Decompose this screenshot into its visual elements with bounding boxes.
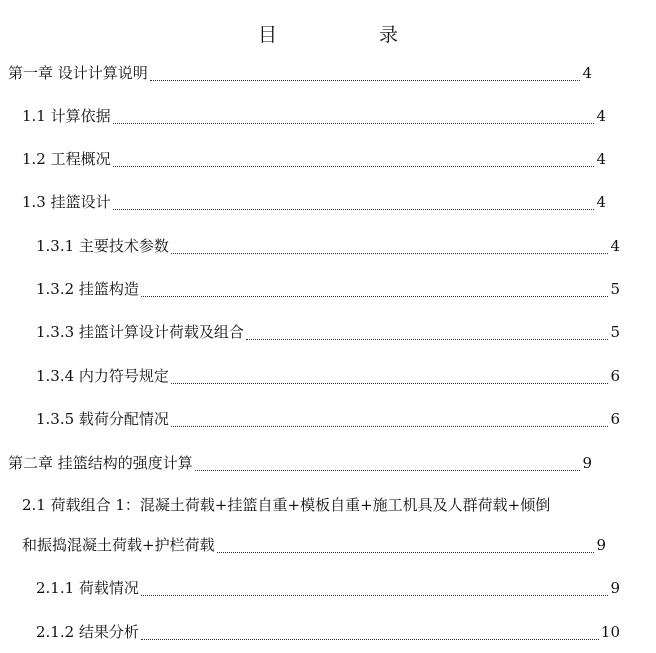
- toc-entry-1-3-1[interactable]: [0, 235, 620, 256]
- dot-leader: [113, 155, 595, 167]
- toc-entry-2-1-first-line[interactable]: 2.1 荷载组合 1：混凝土荷载+挂篮自重+模板自重+施工机具及人群荷载+倾倒: [22, 496, 551, 514]
- toc-entry-text: 第二章 挂篮结构的强度计算: [8, 454, 193, 472]
- toc-page-number: 5: [610, 323, 620, 341]
- dot-leader: [217, 541, 595, 553]
- toc-entry-2-1-1[interactable]: [0, 577, 620, 598]
- toc-entry-text: 1.3.2 挂篮构造: [36, 280, 139, 298]
- toc-entry-text: 1.1 计算依据: [22, 107, 111, 125]
- toc-entry-1-1[interactable]: [0, 105, 606, 126]
- toc-entry-chapter-2[interactable]: [0, 452, 592, 473]
- toc-page-number: 4: [582, 64, 592, 82]
- dot-leader: [195, 459, 581, 471]
- toc-page-number: 5: [610, 280, 620, 298]
- dot-leader: [141, 584, 609, 596]
- toc-page-number: 4: [596, 150, 606, 168]
- toc-entry-text: 1.3.4 内力符号规定: [36, 367, 169, 385]
- toc-entry-1-3-4[interactable]: [0, 365, 620, 386]
- toc-entry-text: 1.3.5 载荷分配情况: [36, 410, 169, 428]
- toc-entry-1-2[interactable]: [0, 148, 606, 169]
- toc-entry-text: 1.2 工程概况: [22, 150, 111, 168]
- toc-entry-text: 1.3 挂篮设计: [22, 193, 111, 211]
- toc-page-number: 6: [610, 367, 620, 385]
- toc-entry-text: 2.1.2 结果分析: [36, 623, 139, 641]
- toc-entry-text: 1.3.1 主要技术参数: [36, 237, 169, 255]
- dot-leader: [171, 372, 609, 384]
- toc-entry-text: 第一章 设计计算说明: [8, 64, 148, 82]
- toc-page-number: 4: [596, 193, 606, 211]
- toc-entry-text: 1.3.3 挂篮计算设计荷载及组合: [36, 323, 244, 341]
- toc-entry-1-3[interactable]: [0, 191, 606, 212]
- toc-entry-1-3-5[interactable]: [0, 408, 620, 429]
- dot-leader: [141, 285, 609, 297]
- dot-leader: [141, 628, 599, 640]
- toc-title: 目 录: [257, 24, 447, 46]
- toc-page-number: 4: [596, 107, 606, 125]
- toc-entry-2-1[interactable]: [0, 534, 606, 555]
- dot-leader: [171, 242, 609, 254]
- toc-entry-text: 和振捣混凝土荷载+护栏荷载: [22, 536, 215, 554]
- dot-leader: [113, 198, 595, 210]
- toc-page-number: 10: [600, 623, 620, 641]
- dot-leader: [171, 415, 609, 427]
- toc-page-number: 9: [610, 579, 620, 597]
- toc-entry-1-3-2[interactable]: [0, 278, 620, 299]
- toc-entry-chapter-1[interactable]: [0, 62, 592, 83]
- toc-entry-1-3-3[interactable]: [0, 321, 620, 342]
- toc-entry-2-1-2[interactable]: [0, 621, 620, 642]
- toc-page-number: 4: [610, 237, 620, 255]
- toc-page-number: 6: [610, 410, 620, 428]
- dot-leader: [246, 328, 609, 340]
- toc-page-number: 9: [582, 454, 592, 472]
- dot-leader: [150, 69, 581, 81]
- toc-page-number: 9: [596, 536, 606, 554]
- toc-entry-text: 2.1.1 荷载情况: [36, 579, 139, 597]
- dot-leader: [113, 112, 595, 124]
